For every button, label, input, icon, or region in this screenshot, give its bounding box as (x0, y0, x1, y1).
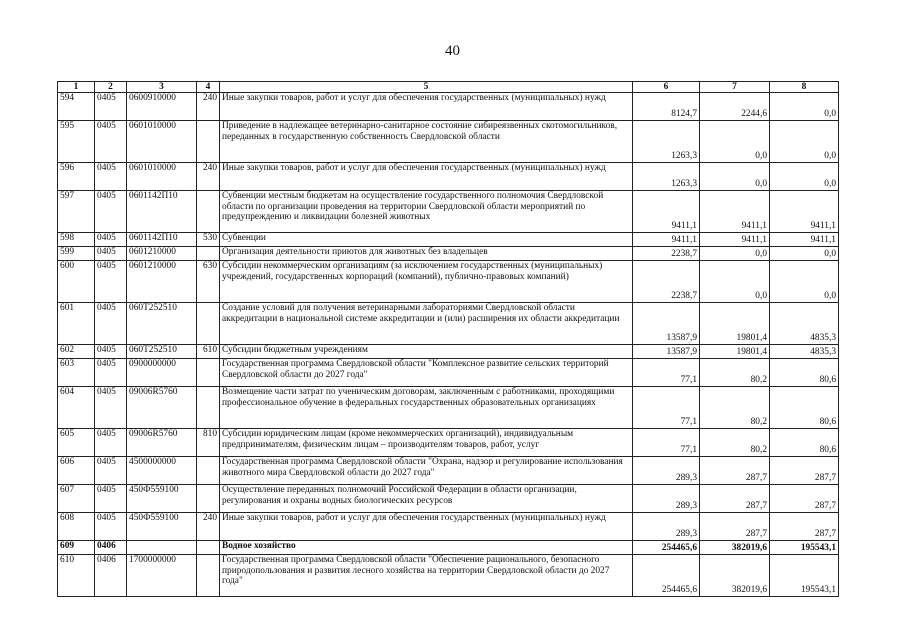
amount-col7-cell: 9411,1 (700, 233, 770, 247)
header-row (58, 82, 839, 93)
target-code-cell: 0900000000 (127, 359, 197, 387)
column-header: 7 (700, 82, 770, 93)
table-row (58, 163, 839, 191)
item-name-cell: Приведение в надлежащее ветеринарно-санитарное состояние сибиреязвенных скотомогильников, переданных в государственную собственность Свердловской области (220, 121, 633, 163)
table-row (58, 93, 839, 121)
item-name-cell: Субсидии некоммерческим организациям (за исключением государственных (муниципальных) учреждений, государственных корпораций (компаний), публично-правовых компаний) (220, 261, 633, 303)
target-code-cell: 0601210000 (127, 247, 197, 261)
expense-type-cell (197, 555, 220, 597)
item-name-cell: Государственная программа Свердловской области "Комплексное развитие сельских территорий Свердловской области до 2027 года" (220, 359, 633, 387)
target-code-cell: 0601010000 (127, 121, 197, 163)
expense-type-cell: 530 (197, 233, 220, 247)
section-code-cell: 0405 (95, 345, 127, 359)
amount-col7-cell: 19801,4 (700, 303, 770, 345)
table-row (58, 247, 839, 261)
item-name-cell: Создание условий для получения ветеринарными лабораториями Свердловской области аккредитации в национальной системе аккредитации и (или) расширения их области аккредитации (220, 303, 633, 345)
amount-col7-cell: 382019,6 (700, 541, 770, 555)
table-body (58, 93, 839, 597)
amount-col7-cell: 0,0 (700, 247, 770, 261)
column-header: 6 (633, 82, 700, 93)
row-number-cell: 609 (58, 541, 95, 555)
page-number: 40 (445, 43, 460, 59)
expense-type-cell (197, 247, 220, 261)
section-code-cell: 0406 (95, 541, 127, 555)
amount-col8-cell: 4835,3 (770, 345, 839, 359)
expense-type-cell (197, 303, 220, 345)
section-code-cell: 0405 (95, 121, 127, 163)
section-code-cell: 0405 (95, 261, 127, 303)
amount-col6-cell: 289,3 (633, 485, 700, 513)
item-name-cell: Государственная программа Свердловской области "Обеспечение рационального, безопасного природопользования и развития лесного хозяйства на территории Свердловской области до 2027 года" (220, 555, 633, 597)
target-code-cell: 09006R5760 (127, 387, 197, 429)
item-name-cell: Водное хозяйство (220, 541, 633, 555)
table-row (58, 541, 839, 555)
amount-col7-cell: 19801,4 (700, 345, 770, 359)
amount-col7-cell: 0,0 (700, 163, 770, 191)
amount-col8-cell: 0,0 (770, 163, 839, 191)
row-number-cell: 602 (58, 345, 95, 359)
amount-col7-cell: 80,2 (700, 429, 770, 457)
amount-col7-cell: 2244,6 (700, 93, 770, 121)
table-row (58, 387, 839, 429)
row-number-cell: 601 (58, 303, 95, 345)
section-code-cell: 0405 (95, 485, 127, 513)
table-row (58, 233, 839, 247)
amount-col6-cell: 2238,7 (633, 261, 700, 303)
item-name-cell: Субвенции местным бюджетам на осуществление государственного полномочия Свердловской области по организации проведения на территории Свердловской области мероприятий по предупреждению и ликвидации болезней животных (220, 191, 633, 233)
row-number-cell: 608 (58, 513, 95, 541)
row-number-cell: 605 (58, 429, 95, 457)
amount-col8-cell: 9411,1 (770, 191, 839, 233)
amount-col6-cell: 77,1 (633, 387, 700, 429)
amount-col8-cell: 195543,1 (770, 541, 839, 555)
item-name-cell: Иные закупки товаров, работ и услуг для обеспечения государственных (муниципальных) нужд (220, 513, 633, 541)
target-code-cell: 09006R5760 (127, 429, 197, 457)
table-row (58, 457, 839, 485)
expense-type-cell (197, 191, 220, 233)
table-row (58, 303, 839, 345)
section-code-cell: 0406 (95, 555, 127, 597)
amount-col7-cell: 0,0 (700, 121, 770, 163)
column-header: 4 (197, 82, 220, 93)
expense-type-cell (197, 121, 220, 163)
item-name-cell: Организация деятельности приютов для животных без владельцев (220, 247, 633, 261)
amount-col6-cell: 77,1 (633, 359, 700, 387)
amount-col8-cell: 0,0 (770, 121, 839, 163)
amount-col8-cell: 4835,3 (770, 303, 839, 345)
expense-type-cell (197, 541, 220, 555)
item-name-cell: Возмещение части затрат по ученическим договорам, заключенным с работниками, проходящими профессиональное обучение в федеральных государственных образовательных организациях (220, 387, 633, 429)
table-row (58, 345, 839, 359)
item-name-cell: Субвенции (220, 233, 633, 247)
amount-col6-cell: 9411,1 (633, 233, 700, 247)
amount-col6-cell: 9411,1 (633, 191, 700, 233)
target-code-cell: 0601142П10 (127, 233, 197, 247)
row-number-cell: 604 (58, 387, 95, 429)
amount-col7-cell: 9411,1 (700, 191, 770, 233)
row-number-cell: 599 (58, 247, 95, 261)
row-number-cell: 596 (58, 163, 95, 191)
target-code-cell: 450Ф559100 (127, 513, 197, 541)
section-code-cell: 0405 (95, 457, 127, 485)
row-number-cell: 598 (58, 233, 95, 247)
item-name-cell: Иные закупки товаров, работ и услуг для обеспечения государственных (муниципальных) нужд (220, 163, 633, 191)
row-number-cell: 610 (58, 555, 95, 597)
amount-col8-cell: 0,0 (770, 93, 839, 121)
amount-col7-cell: 287,7 (700, 513, 770, 541)
amount-col8-cell: 9411,1 (770, 233, 839, 247)
table-row (58, 429, 839, 457)
amount-col6-cell: 254465,6 (633, 555, 700, 597)
expense-type-cell: 240 (197, 93, 220, 121)
amount-col8-cell: 80,6 (770, 359, 839, 387)
expense-type-cell (197, 359, 220, 387)
amount-col8-cell: 80,6 (770, 387, 839, 429)
amount-col7-cell: 382019,6 (700, 555, 770, 597)
amount-col8-cell: 287,7 (770, 485, 839, 513)
target-code-cell: 060Т252510 (127, 303, 197, 345)
amount-col6-cell: 1263,3 (633, 121, 700, 163)
target-code-cell (127, 541, 197, 555)
expense-type-cell: 240 (197, 163, 220, 191)
target-code-cell: 450Ф559100 (127, 485, 197, 513)
table-row (58, 261, 839, 303)
amount-col6-cell: 13587,9 (633, 345, 700, 359)
amount-col6-cell: 8124,7 (633, 93, 700, 121)
table-row (58, 485, 839, 513)
section-code-cell: 0405 (95, 191, 127, 233)
amount-col6-cell: 2238,7 (633, 247, 700, 261)
target-code-cell: 0601010000 (127, 163, 197, 191)
expense-type-cell (197, 457, 220, 485)
section-code-cell: 0405 (95, 163, 127, 191)
expense-type-cell: 810 (197, 429, 220, 457)
amount-col8-cell: 287,7 (770, 457, 839, 485)
section-code-cell: 0405 (95, 247, 127, 261)
target-code-cell: 4500000000 (127, 457, 197, 485)
amount-col7-cell: 287,7 (700, 485, 770, 513)
row-number-cell: 607 (58, 485, 95, 513)
item-name-cell: Субсидии юридическим лицам (кроме некоммерческих организаций), индивидуальным предпринимателям, физическим лицам – производителям товаров, работ, услуг (220, 429, 633, 457)
expense-type-cell (197, 387, 220, 429)
amount-col7-cell: 80,2 (700, 359, 770, 387)
target-code-cell: 0601142П10 (127, 191, 197, 233)
target-code-cell: 0600910000 (127, 93, 197, 121)
column-header: 5 (220, 82, 633, 93)
row-number-cell: 603 (58, 359, 95, 387)
section-code-cell: 0405 (95, 429, 127, 457)
expense-type-cell: 240 (197, 513, 220, 541)
item-name-cell: Субсидии бюджетным учреждениям (220, 345, 633, 359)
item-name-cell: Иные закупки товаров, работ и услуг для обеспечения государственных (муниципальных) нужд (220, 93, 633, 121)
row-number-cell: 600 (58, 261, 95, 303)
column-header: 8 (770, 82, 839, 93)
amount-col8-cell: 0,0 (770, 247, 839, 261)
section-code-cell: 0405 (95, 387, 127, 429)
section-code-cell: 0405 (95, 233, 127, 247)
column-header: 1 (58, 82, 95, 93)
item-name-cell: Государственная программа Свердловской области "Охрана, надзор и регулирование использования животного мира Свердловской области до 2027 года" (220, 457, 633, 485)
amount-col6-cell: 1263,3 (633, 163, 700, 191)
column-header: 2 (95, 82, 127, 93)
amount-col7-cell: 0,0 (700, 261, 770, 303)
target-code-cell: 1700000000 (127, 555, 197, 597)
section-code-cell: 0405 (95, 513, 127, 541)
amount-col7-cell: 287,7 (700, 457, 770, 485)
amount-col6-cell: 289,3 (633, 513, 700, 541)
amount-col6-cell: 13587,9 (633, 303, 700, 345)
table-row (58, 555, 839, 597)
column-header: 3 (127, 82, 197, 93)
amount-col8-cell: 80,6 (770, 429, 839, 457)
amount-col6-cell: 77,1 (633, 429, 700, 457)
expense-type-cell (197, 485, 220, 513)
target-code-cell: 0601210000 (127, 261, 197, 303)
row-number-cell: 597 (58, 191, 95, 233)
amount-col6-cell: 289,3 (633, 457, 700, 485)
target-code-cell: 060Т252510 (127, 345, 197, 359)
row-number-cell: 594 (58, 93, 95, 121)
expense-type-cell: 630 (197, 261, 220, 303)
table-row (58, 359, 839, 387)
amount-col8-cell: 195543,1 (770, 555, 839, 597)
amount-col8-cell: 0,0 (770, 261, 839, 303)
section-code-cell: 0405 (95, 93, 127, 121)
row-number-cell: 606 (58, 457, 95, 485)
amount-col6-cell: 254465,6 (633, 541, 700, 555)
amount-col8-cell: 287,7 (770, 513, 839, 541)
expense-type-cell: 610 (197, 345, 220, 359)
table-row (58, 191, 839, 233)
budget-table (57, 81, 839, 597)
section-code-cell: 0405 (95, 303, 127, 345)
row-number-cell: 595 (58, 121, 95, 163)
section-code-cell: 0405 (95, 359, 127, 387)
table-row (58, 513, 839, 541)
amount-col7-cell: 80,2 (700, 387, 770, 429)
item-name-cell: Осуществление переданных полномочий Российской Федерации в области организации, регулирования и охраны водных биологических ресурсов (220, 485, 633, 513)
table-row (58, 121, 839, 163)
